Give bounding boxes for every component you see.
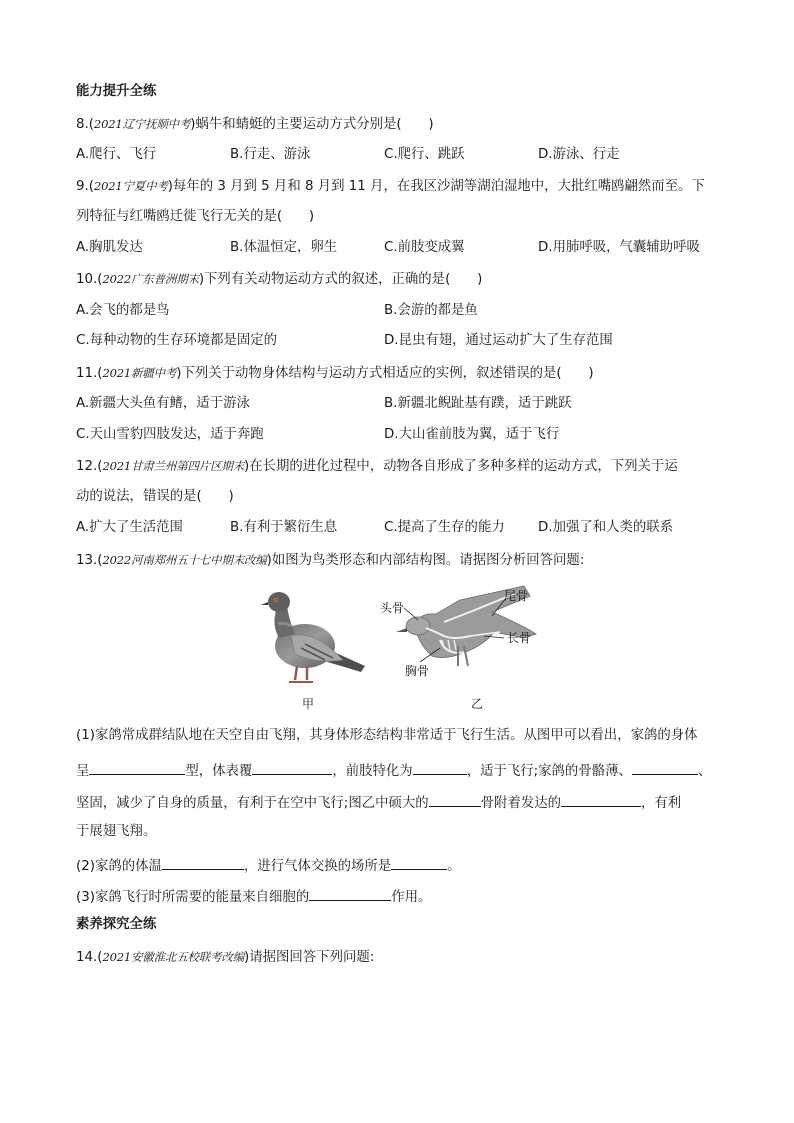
q8-option-c: C.爬行、跳跃 (384, 147, 465, 162)
answer-blank-forelimb[interactable] (413, 760, 467, 775)
question-text: )每年的 3 月到 5 月和 8 月到 11 月，在我区沙湖等湖泊湿地中，大批红嘴鸥翩然而至。下 (167, 179, 705, 194)
pigeon-figure-jia (255, 578, 370, 690)
q10-option-a: A.会飞的都是鸟 (76, 303, 170, 318)
text: ，进行气体交换的场所是 (243, 859, 392, 874)
question-number: 8.( (76, 117, 95, 132)
answer-blank-temperature[interactable] (162, 855, 244, 870)
text: (2)家鸽的体温 (76, 859, 162, 874)
question-number: 12.( (76, 459, 103, 474)
q10-option-c: C.每种动物的生存环境都是固定的 (76, 333, 278, 348)
label-skull: 头骨 (380, 601, 405, 615)
question-text: )蜗牛和蜻蜓的主要运动方式分别是( ) (190, 117, 434, 132)
q13-part1-line1: (1)家鸽常成群结队地在天空自由飞翔，其身体形态结构非常适于飞行生活。从图甲可以看出，家鸽的身体 (76, 728, 698, 743)
q8-option-b: B.行走、游泳 (230, 147, 311, 162)
question-source: 2021安徽淮北五校联考改编 (102, 950, 244, 964)
answer-blank-bone-feature[interactable] (632, 760, 698, 775)
section-title-ability: 能力提升全练 (76, 84, 157, 99)
text: ，前肢特化为 (332, 764, 413, 779)
q13-part1-line4: 于展翅飞翔。 (76, 824, 157, 839)
question-text: )下列有关动物运动方式的叙述，正确的是( ) (198, 272, 483, 287)
text: 。 (447, 859, 461, 874)
label-tail-bone: 尾骨 (504, 589, 529, 603)
question-source: 2022广东普洲期末 (102, 272, 199, 286)
label-long-bone: 长骨 (507, 631, 532, 645)
question-source: 2021甘肃兰州第四片区期末 (102, 459, 244, 473)
q13-part3 (76, 886, 431, 907)
answer-blank-energy[interactable] (309, 886, 391, 901)
text: ，适于飞行;家鸽的骨骼薄、 (466, 764, 632, 779)
question-text: )在长期的进化过程中，动物各自形成了多种多样的运动方式，下列关于运 (244, 459, 678, 474)
answer-blank-muscle[interactable] (561, 792, 641, 807)
question-8-stem (76, 115, 434, 134)
question-source: 2022河南郑州五十七中期末改编 (102, 553, 267, 567)
question-11-stem (76, 364, 594, 383)
q10-option-b: B.会游的都是鱼 (384, 303, 478, 318)
question-text: )如图为鸟类形态和内部结构图。请据图分析回答问题: (266, 553, 585, 568)
question-text: )下列关于动物身体结构与运动方式相适应的实例，叙述错误的是( ) (176, 366, 594, 381)
question-source: 2021辽宁抚顺中考 (94, 117, 191, 131)
answer-blank-cover[interactable] (252, 760, 332, 775)
q9-option-d: D.用肺呼吸，气囊辅助呼吸 (538, 240, 700, 255)
question-9-stem-line1 (76, 177, 705, 196)
text: ，有利 (641, 796, 682, 811)
q10-option-d: D.昆虫有翅，通过运动扩大了生存范围 (384, 333, 613, 348)
q8-option-d: D.游泳、行走 (538, 147, 620, 162)
text: (3)家鸽飞行时所需要的能量来自细胞的 (76, 890, 310, 905)
q13-part1-line2 (76, 760, 711, 781)
q12-option-a: A.扩大了生活范围 (76, 520, 183, 535)
question-number: 10.( (76, 272, 103, 287)
q11-option-d: D.大山雀前肢为翼，适于飞行 (384, 427, 560, 442)
text: 型，体表覆 (185, 764, 253, 779)
question-number: 11.( (76, 366, 103, 381)
q12-option-b: B.有利于繁衍生息 (230, 520, 338, 535)
q8-option-a: A.爬行、飞行 (76, 147, 157, 162)
text: 、 (697, 764, 712, 779)
q9-option-a: A.胸肌发达 (76, 240, 143, 255)
q9-option-c: C.前肢变成翼 (384, 240, 465, 255)
figure-label-yi: 乙 (471, 697, 484, 711)
question-text: )请据图回答下列问题: (244, 950, 375, 965)
q9-option-b: B.体温恒定，卵生 (230, 240, 338, 255)
q12-option-d: D.加强了和人类的联系 (538, 520, 674, 535)
q11-option-b: B.新疆北鲵趾基有蹼，适于跳跃 (384, 396, 572, 411)
text: 坚固，减少了自身的质量，有利于在空中飞行;图乙中硕大的 (76, 796, 429, 811)
question-number: 14.( (76, 950, 103, 965)
text: 骨附着发达的 (480, 796, 562, 811)
answer-blank-gas-exchange[interactable] (391, 855, 447, 870)
question-14-stem (76, 948, 374, 967)
question-10-stem (76, 270, 482, 289)
label-breastbone: 胸骨 (405, 664, 430, 678)
q12-option-c: C.提高了生存的能力 (384, 520, 505, 535)
q13-part2 (76, 855, 461, 876)
question-12-stem-line2: 动的说法，错误的是( ) (76, 489, 234, 504)
question-13-stem (76, 551, 584, 570)
text: 作用。 (391, 890, 432, 905)
q13-part1-line3 (76, 792, 681, 813)
q11-option-c: C.天山雪豹四肢发达，适于奔跑 (76, 427, 264, 442)
q11-option-a: A.新疆大头鱼有鳍，适于游泳 (76, 396, 250, 411)
figure-label-jia: 甲 (302, 697, 315, 711)
text: 呈 (76, 764, 90, 779)
question-source: 2021新疆中考 (102, 366, 177, 380)
section-title-literacy: 素养探究全练 (76, 917, 157, 932)
question-number: 9.( (76, 179, 95, 194)
question-source: 2021宁夏中考 (94, 179, 168, 193)
question-12-stem-line1 (76, 457, 678, 476)
answer-blank-bone[interactable] (429, 792, 481, 807)
question-number: 13.( (76, 553, 103, 568)
answer-blank-shape[interactable] (89, 760, 185, 775)
question-9-stem-line2: 列特征与红嘴鸥迁徙飞行无关的是( ) (76, 209, 315, 224)
